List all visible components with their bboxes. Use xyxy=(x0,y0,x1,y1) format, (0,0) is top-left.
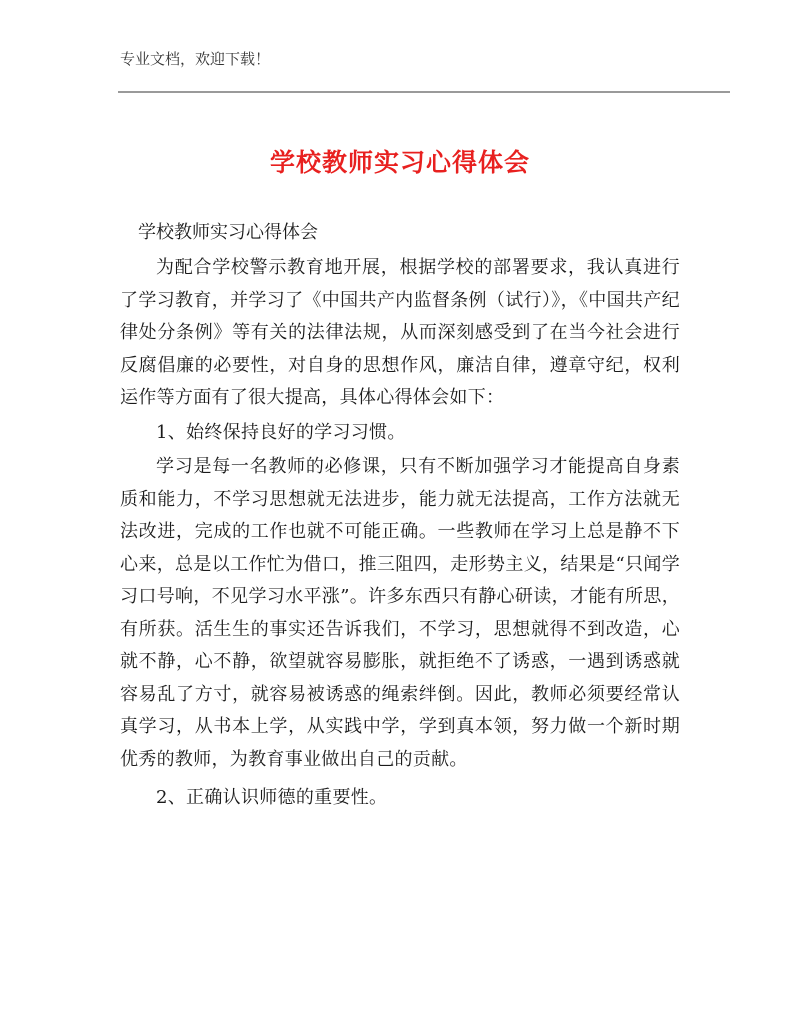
section-heading-1: 1、始终保持良好的学习习惯。 xyxy=(156,421,406,443)
document-body xyxy=(120,220,680,815)
document-subtitle: 学校教师实习心得体会 xyxy=(138,222,318,243)
document-title: 学校教师实习心得体会 xyxy=(269,148,530,177)
paragraph-intro: 为配合学校警示教育地开展，根据学校的部署要求，我认真进行了学习教育，并学习了《中国共产内监督条例（试行）》，《中国共产纪律处分条例》等有关的法律法规，从而深刻感受到了在当今社会进行反腐倡廉的必要性，对自身的思想作风，廉洁自律，遵章守纪，权利运作等方面有了很大提高，具体心得体会如下： xyxy=(120,257,680,408)
page-header-text: 专业文档，欢迎下载！ xyxy=(120,50,271,68)
paragraph-study: 学习是每一名教师的必修课，只有不断加强学习才能提高自身素质和能力，不学习思想就无法进步，能力就无法提高，工作方法就无法改进，完成的工作也就不可能正确。一些教师在学习上总是静不下心来，总是以工作忙为借口，推三阻四，走形势主义，结果是“只闻学习口号响，不见学习水平涨”。许多东西只有静心研读，才能有所思，有所获。活生生的事实还告诉我们，不学习，思想就得不到改造，心就不静，心不静，欲望就容易膨胀，就拒绝不了诱惑，一遇到诱惑就容易乱了方寸，就容易被诱惑的绳索绊倒。因此，教师必须要经常认真学习，从书本上学，从实践中学，学到真本领，努力做一个新时期优秀的教师，为教育事业做出自己的贡献。 xyxy=(120,456,680,770)
section-heading-2: 2、正确认识师德的重要性。 xyxy=(156,787,388,808)
header-divider xyxy=(118,91,730,93)
